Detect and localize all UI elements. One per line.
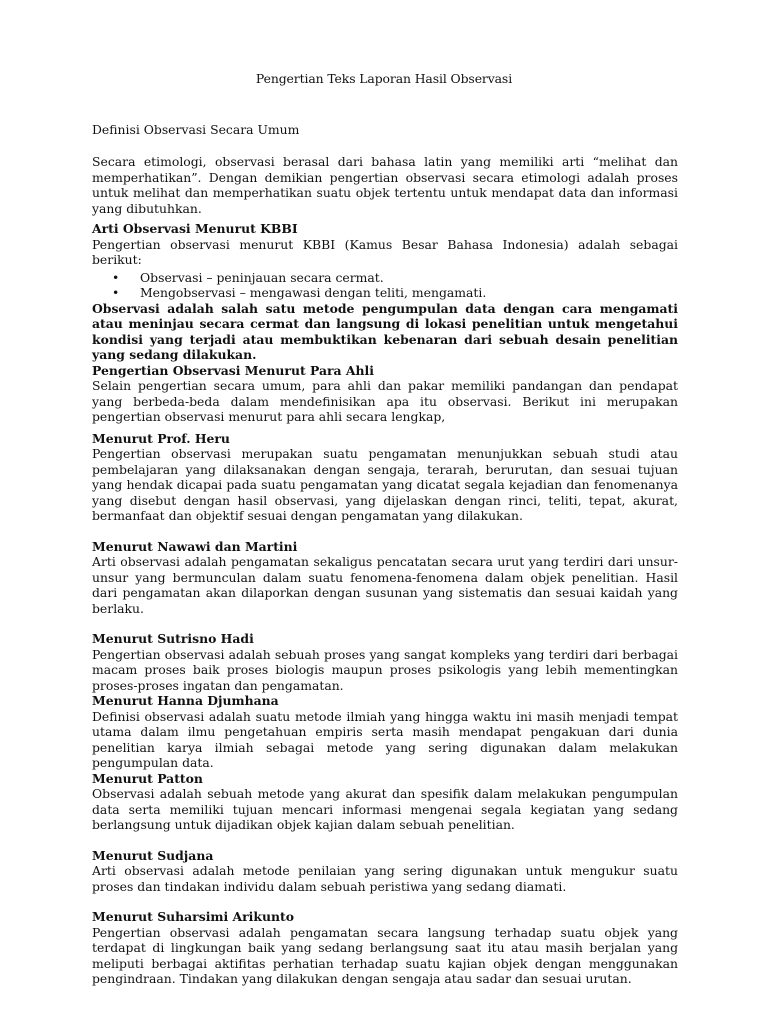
expert-heading-suharsimi: Menurut Suharsimi Arikunto — [92, 909, 294, 924]
expert-text-sudjana: Arti observasi adalah metode penilaian yang sering digunakan untuk mengukur suatu proses dan tindakan individu dalam sebuah peristiwa yang sedang diamati. — [92, 863, 678, 894]
document-title: Pengertian Teks Laporan Hasil Observasi — [255, 71, 513, 86]
expert-text-hanna: Definisi observasi adalah suatu metode ilmiah yang hingga waktu ini masih menjadi tempat utama dalam ilmu pengetahuan empiris serta masih mendapat pengakuan dari dunia penelitian karya ilmiah sebagai metode yang sering digunakan dalam melakukan pengumpulan data. — [92, 708, 678, 770]
expert-text-suharsimi: Pengertian observasi adalah pengamatan secara langsung terhadap suatu objek yang terdapat di lingkungan baik yang sedang berlangsung saat itu atau masih berjalan yang meliputi berbagai aktifitas perhatian terhadap suatu kajian objek dengan menggunakan pengindraan. Tindakan yang dilakukan dengan sengaja atau sadar dan sesuai urutan. — [92, 924, 678, 986]
expert-text-sutrisno: Pengertian observasi adalah sebuah proses yang sangat kompleks yang terdiri dari berbagai macam proses baik proses biologis maupun proses psikologis yang lebih mementingkan proses-proses ingatan dan pengamatan. — [92, 646, 678, 693]
document-body — [92, 154, 678, 987]
section-subtitle: Definisi Observasi Secara Umum — [92, 122, 300, 137]
expert-text-nawawi: Arti observasi adalah pengamatan sekaligus pencatatan secara urut yang terdiri dari unsur-unsur yang bermunculan dalam suatu fenomena-fenomena dalam objek penelitian. Hasil dari pengamatan akan dilaporkan dengan susunan yang sistematis dan sesuai kaidah yang berlaku. — [92, 554, 678, 616]
expert-heading-nawawi: Menurut Nawawi dan Martini — [92, 538, 298, 554]
expert-text-patton: Observasi adalah sebuah metode yang akurat dan spesifik dalam melakukan pengumpulan data serta memiliki tujuan mencari informasi mengenai segala kegiatan yang sedang berlangsung untuk dijadikan objek kajian dalam sebuah penelitian. — [92, 786, 678, 832]
expert-heading-heru: Menurut Prof. Heru — [92, 430, 230, 446]
expert-heading-patton: Menurut Patton — [92, 770, 203, 786]
expert-heading-sudjana: Menurut Sudjana — [92, 847, 214, 863]
intro-paragraph: Secara etimologi, observasi berasal dari bahasa latin yang memiliki arti “melihat dan memperhatikan”. Dengan demikian pengertian observasi secara etimologi adalah proses untuk melihat dan memperhatikan suatu objek tertentu untuk mendapat data dan informasi yang dibutuhkan. — [92, 154, 678, 216]
ahli-heading: Pengertian Observasi Menurut Para Ahli — [92, 362, 374, 378]
ahli-text: Selain pengertian secara umum, para ahli dan pakar memiliki pandangan dan pendapat yang berbeda-beda dalam mendefinisikan apa itu observasi. Berikut ini merupakan pengertian observasi menurut para ahli secara lengkap, — [92, 378, 678, 424]
expert-heading-hanna: Menurut Hanna Djumhana — [92, 693, 279, 708]
kbbi-heading: Arti Observasi Menurut KBBI — [92, 221, 298, 236]
kbbi-bold-definition: Observasi adalah salah satu metode pengumpulan data dengan cara mengamati atau meninjau secara cermat dan langsung di lokasi penelitian untuk mengetahui kondisi yang terjadi atau membuktikan kebenaran dari sebuah desain penelitian yang sedang dilakukan. — [92, 300, 678, 362]
list-item: • Mengobservasi – mengawasi dengan teliti, mengamati. — [92, 285, 678, 301]
list-item: • Observasi – peninjauan secara cermat. — [92, 270, 678, 286]
kbbi-text: Pengertian observasi menurut KBBI (Kamus Besar Bahasa Indonesia) adalah sebagai berikut: — [92, 236, 678, 267]
expert-text-heru: Pengertian observasi merupakan suatu pengamatan menunjukkan sebuah studi atau pembelajaran yang dilaksanakan dengan sengaja, terarah, berurutan, dan sesuai tujuan yang hendak dicapai pada suatu pengamatan yang dicatat segala kejadian dan fenomenanya yang disebut dengan hasil observasi, yang dijelaskan dengan rinci, teliti, tepat, akurat, bermanfaat dan objektif sesuai dengan pengamatan yang dilakukan. — [92, 446, 678, 523]
expert-heading-sutrisno: Menurut Sutrisno Hadi — [92, 631, 254, 646]
kbbi-list — [92, 270, 678, 301]
